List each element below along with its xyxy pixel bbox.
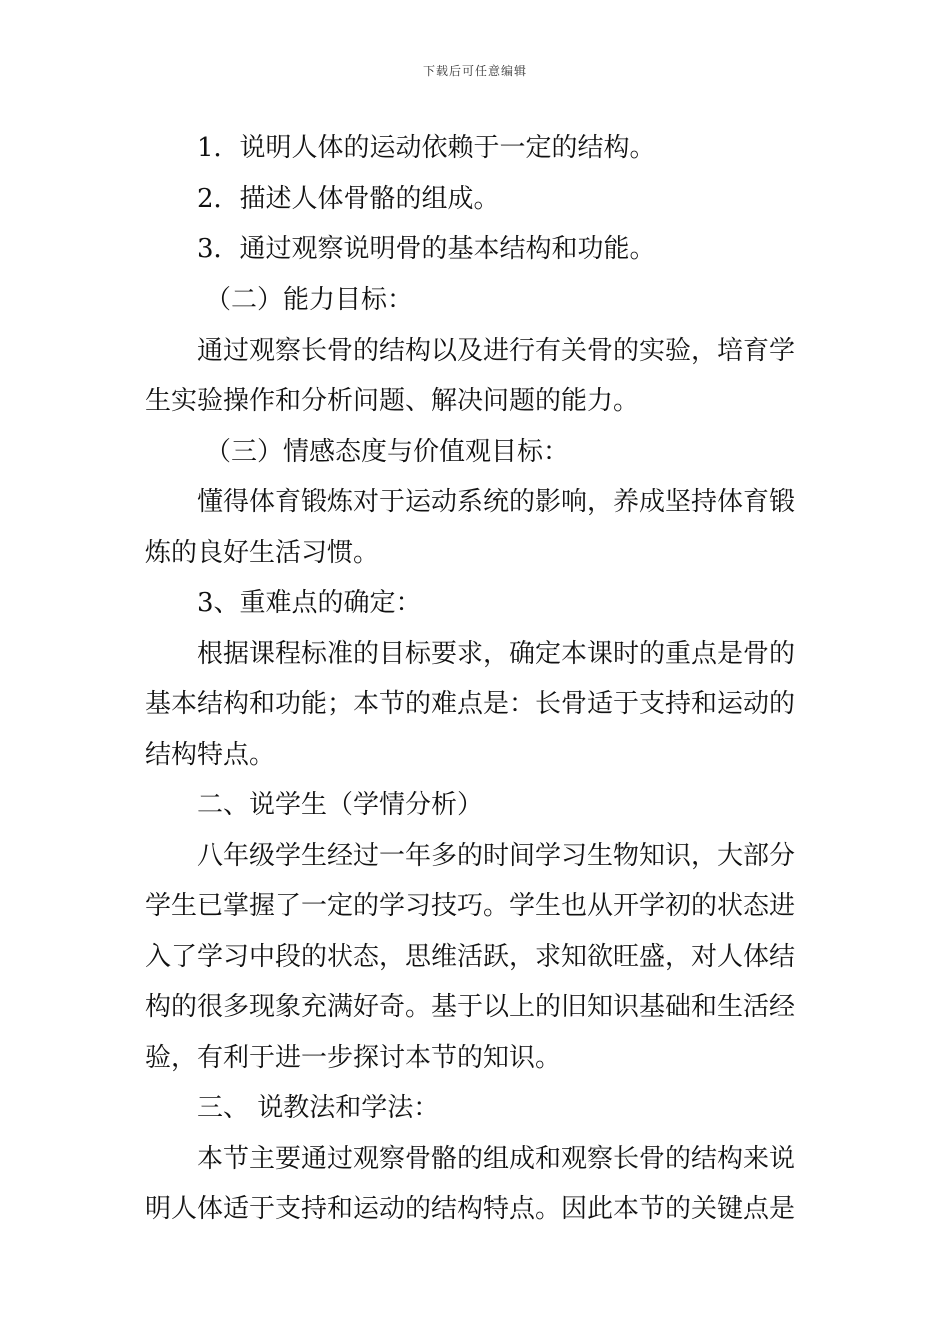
paragraph-line: 明人体适于支持和运动的结构特点。因此本节的关键点是 — [145, 1194, 796, 1224]
heading-students: 二、说学生（学情分析） — [197, 790, 484, 820]
objective-3: 3．通过观察说明骨的基本结构和功能。 — [197, 234, 656, 264]
paragraph-line: 基本结构和功能；本节的难点是：长骨适于支持和运动的 — [145, 689, 796, 719]
paragraph-line: 学生已掌握了一定的学习技巧。学生也从开学初的状态进 — [145, 891, 796, 921]
heading-emotion-goal: （三）情感态度与价值观目标： — [205, 437, 570, 467]
paragraph-line: 入了学习中段的状态，思维活跃，求知欲旺盛，对人体结 — [145, 942, 796, 972]
paragraph-line: 验，有利于进一步探讨本节的知识。 — [145, 1043, 562, 1073]
heading-methods: 三、 说教法和学法： — [197, 1093, 440, 1123]
paragraph-line: 本节主要通过观察骨骼的组成和观察长骨的结构来说 — [197, 1144, 796, 1174]
objective-1: 1．说明人体的运动依赖于一定的结构。 — [197, 133, 656, 163]
paragraph-line: 通过观察长骨的结构以及进行有关骨的实验，培育学 — [197, 336, 796, 366]
paragraph-line: 炼的良好生活习惯。 — [145, 538, 380, 568]
paragraph-line: 根据课程标准的目标要求，确定本课时的重点是骨的 — [197, 639, 796, 669]
paragraph-line: 生实验操作和分析问题、解决问题的能力。 — [145, 386, 640, 416]
heading-key-points: 3、重难点的确定： — [197, 588, 422, 618]
objective-2: 2．描述人体骨骼的组成。 — [197, 184, 500, 214]
paragraph-line: 八年级学生经过一年多的时间学习生物知识，大部分 — [197, 841, 796, 871]
paragraph-line: 懂得体育锻炼对于运动系统的影响，养成坚持体育锻 — [197, 487, 796, 517]
heading-ability-goal: （二）能力目标： — [205, 285, 414, 315]
paragraph-line: 结构特点。 — [145, 740, 276, 770]
paragraph-line: 构的很多现象充满好奇。基于以上的旧知识基础和生活经 — [145, 992, 796, 1022]
page-header: 下载后可任意编辑 — [422, 64, 527, 78]
